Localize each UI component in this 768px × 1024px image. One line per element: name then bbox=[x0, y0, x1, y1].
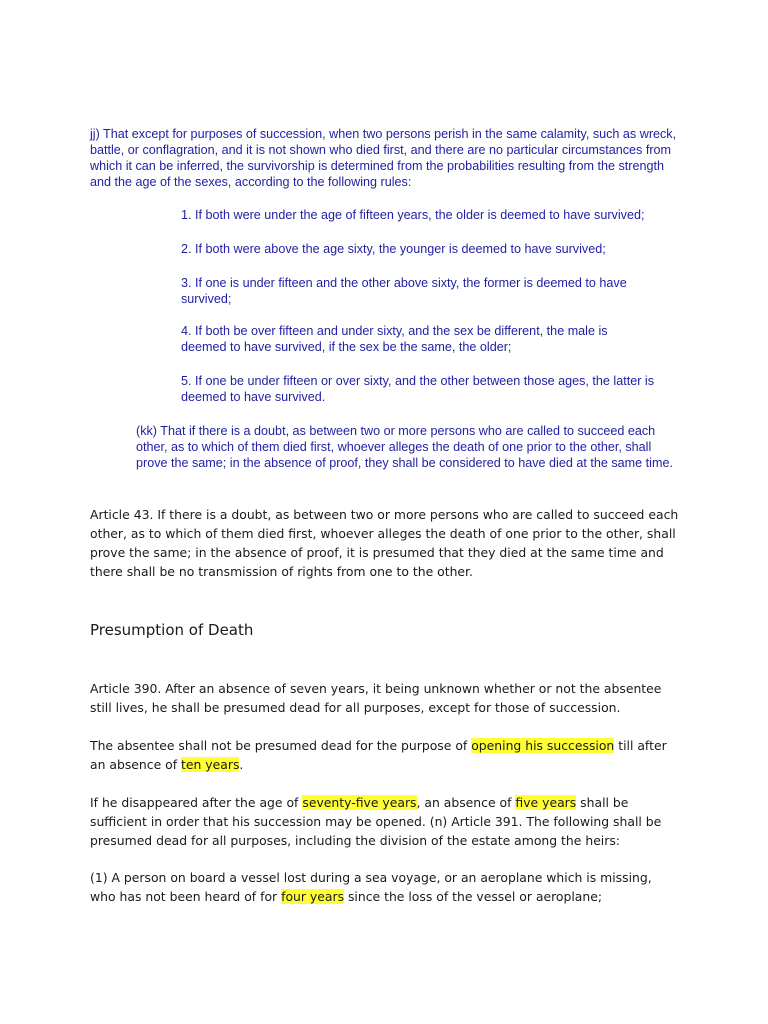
text-run: If he disappeared after the age of bbox=[90, 795, 303, 810]
text-run: The absentee shall not be presumed dead for the purpose of bbox=[90, 738, 472, 753]
highlighted-phrase: opening his succession bbox=[471, 738, 615, 753]
highlighted-phrase: ten years bbox=[181, 757, 240, 772]
text-run: since the loss of the vessel or aeroplane; bbox=[344, 889, 603, 904]
absentee-paragraph bbox=[90, 736, 680, 774]
text-run: shall be sufficient in order that his succession may be opened. (n) Article 391. The following shall be presumed dead for all purposes, including the division of the estate among the heirs: bbox=[90, 795, 662, 848]
section-heading: Presumption of Death bbox=[90, 621, 254, 639]
quoted-paragraph-kk: (kk) That if there is a doubt, as between two or more persons who are called to succeed each other, as to which of them died first, whoever alleges the death of one prior to the other, shall prove the same; in the absence of proof, they shall be considered to have died at the same time. bbox=[136, 424, 673, 470]
highlighted-phrase: seventy-five years bbox=[302, 795, 417, 810]
article-43-paragraph: Article 43. If there is a doubt, as between two or more persons who are called to succeed each other, as to which of them died first, whoever alleges the death of one prior to the other, shall prove the same; in the absence of proof, it is presumed that they died at the same time and there shall be no transmission of rights from one to the other. bbox=[90, 507, 679, 579]
rule-2: 2. If both were above the age sixty, the younger is deemed to have survived; bbox=[181, 242, 606, 256]
highlighted-phrase: four years bbox=[281, 889, 345, 904]
text-run: till after an absence of bbox=[90, 738, 667, 772]
text-run: . bbox=[239, 757, 244, 772]
text-run: , an absence of bbox=[416, 795, 516, 810]
rule-5: 5. If one be under fifteen or over sixty, and the other between those ages, the latter is deemed to have survived. bbox=[181, 374, 655, 404]
rule-1: 1. If both were under the age of fifteen years, the older is deemed to have survived; bbox=[181, 208, 645, 222]
quoted-paragraph-jj: jj) That except for purposes of succession, when two persons perish in the same calamity, such as wreck, battle, or conflagration, and it is not shown who died first, and there are no particular circumstances from which it can be inferred, the survivorship is determined from the probabilities resulting from the strength and the age of the sexes, according to the following rules: bbox=[90, 127, 677, 189]
article-390-paragraph: Article 390. After an absence of seven years, it being unknown whether or not the absentee still lives, he shall be presumed dead for all purposes, except for those of succession. bbox=[90, 681, 662, 715]
vessel-paragraph bbox=[90, 868, 680, 906]
text-run: (1) A person on board a vessel lost during a sea voyage, or an aeroplane which is missing, who has not been heard of for bbox=[90, 870, 652, 904]
rule-3: 3. If one is under fifteen and the other above sixty, the former is deemed to have survived; bbox=[181, 276, 627, 306]
highlighted-phrase: five years bbox=[515, 795, 577, 810]
disappeared-paragraph bbox=[90, 793, 680, 850]
rule-4: 4. If both be over fifteen and under sixty, and the sex be different, the male is deemed to have survived, if the sex be the same, the older; bbox=[181, 324, 608, 354]
